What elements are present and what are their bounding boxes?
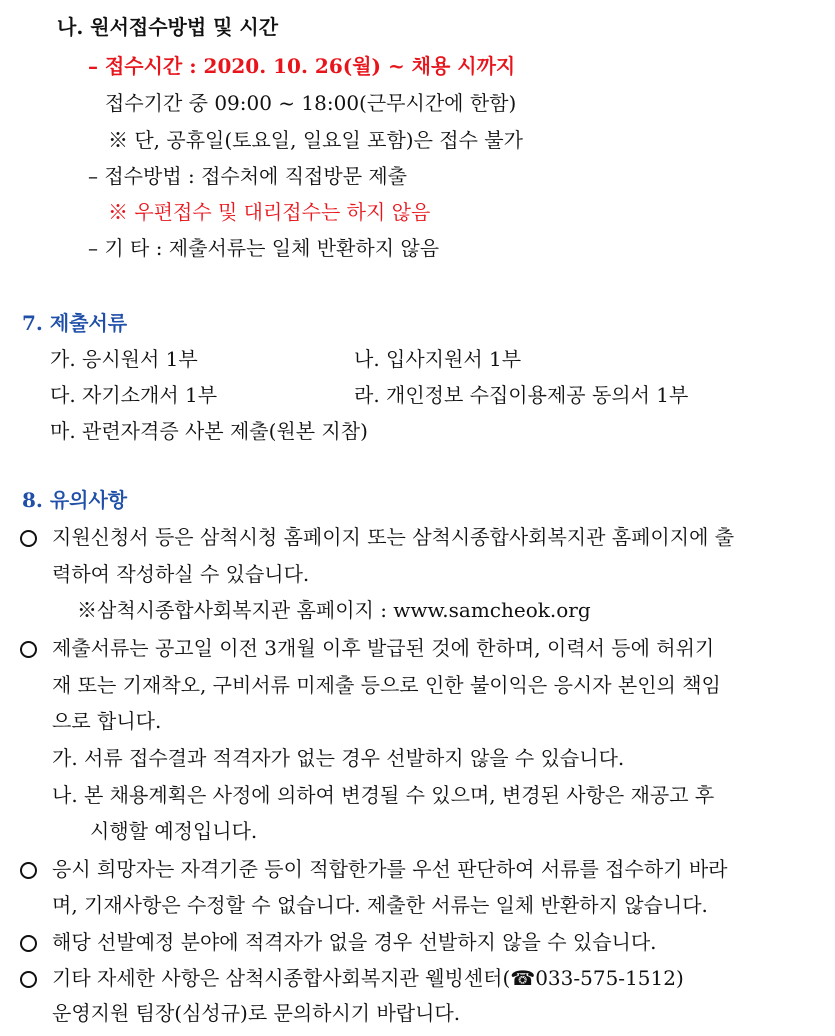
bullet-circle-icon <box>20 641 37 658</box>
section-na-heading: 나. 원서접수방법 및 시간 <box>57 15 279 39</box>
notice-text: 력하여 작성하실 수 있습니다. <box>52 562 310 586</box>
doc-item: 라. 개인정보 수집이용제공 동의서 1부 <box>354 383 689 407</box>
section7-title: 7. 제출서류 <box>22 311 128 335</box>
doc-item: 다. 자기소개서 1부 <box>50 383 218 407</box>
notice-text: 기타 자세한 사항은 삼척시종합사회복지관 웰빙센터( <box>52 966 511 990</box>
bullet-circle-icon <box>20 862 37 879</box>
reception-method-note: ※ 우편접수 및 대리접수는 하지 않음 <box>108 200 431 224</box>
notice-text: 재 또는 기재착오, 구비서류 미제출 등으로 인한 불이익은 응시자 본인의 책임 <box>52 673 721 697</box>
phone-icon: ☎ <box>510 966 536 990</box>
bullet-circle-icon <box>20 530 37 547</box>
notice-text: 응시 희망자는 자격기준 등이 적합한가를 우선 판단하여 서류를 접수하기 바라 <box>52 857 728 881</box>
notice-text: 으로 합니다. <box>52 709 162 733</box>
notice-subitem: 시행할 예정입니다. <box>90 819 258 843</box>
notice-subitem: 나. 본 채용계획은 사정에 의하여 변경될 수 있으며, 변경된 사항은 재공고 후 <box>52 783 715 807</box>
bullet-circle-icon <box>20 971 37 988</box>
notice-contact-line <box>52 965 684 991</box>
notice-text: 며, 기재사항은 수정할 수 없습니다. 제출한 서류는 일체 반환하지 않습니다. <box>52 893 708 917</box>
reception-method-line: – 접수방법 : 접수처에 직접방문 제출 <box>88 164 408 188</box>
doc-item: 가. 응시원서 1부 <box>50 347 198 371</box>
reception-period-line: 접수기간 중 09:00 ~ 18:00(근무시간에 한함) <box>105 91 517 115</box>
notice-text: 운영지원 팀장(심성규)로 문의하시기 바랍니다. <box>52 1001 461 1025</box>
notice-text: 제출서류는 공고일 이전 3개월 이후 발급된 것에 한하며, 이력서 등에 허위기 <box>52 636 715 660</box>
homepage-note: ※삼척시종합사회복지관 홈페이지 : www.samcheok.org <box>77 598 591 622</box>
phone-number: 033-575-1512) <box>535 966 684 990</box>
holiday-note: ※ 단, 공휴일(토요일, 일요일 포함)은 접수 불가 <box>108 128 523 152</box>
notice-text: 지원신청서 등은 삼척시청 홈페이지 또는 삼척시종합사회복지관 홈페이지에 출 <box>52 525 735 549</box>
notice-text: 해당 선발예정 분야에 적격자가 없을 경우 선발하지 않을 수 있습니다. <box>52 930 657 954</box>
etc-line: – 기 타 : 제출서류는 일체 반환하지 않음 <box>88 236 440 260</box>
notice-subitem: 가. 서류 접수결과 적격자가 없는 경우 선발하지 않을 수 있습니다. <box>52 746 625 770</box>
doc-item: 나. 입사지원서 1부 <box>354 347 522 371</box>
section8-title: 8. 유의사항 <box>22 488 128 512</box>
reception-time-line: – 접수시간 : 2020. 10. 26(월) ~ 채용 시까지 <box>88 54 516 78</box>
doc-item: 마. 관련자격증 사본 제출(원본 지참) <box>50 419 368 443</box>
bullet-circle-icon <box>20 935 37 952</box>
